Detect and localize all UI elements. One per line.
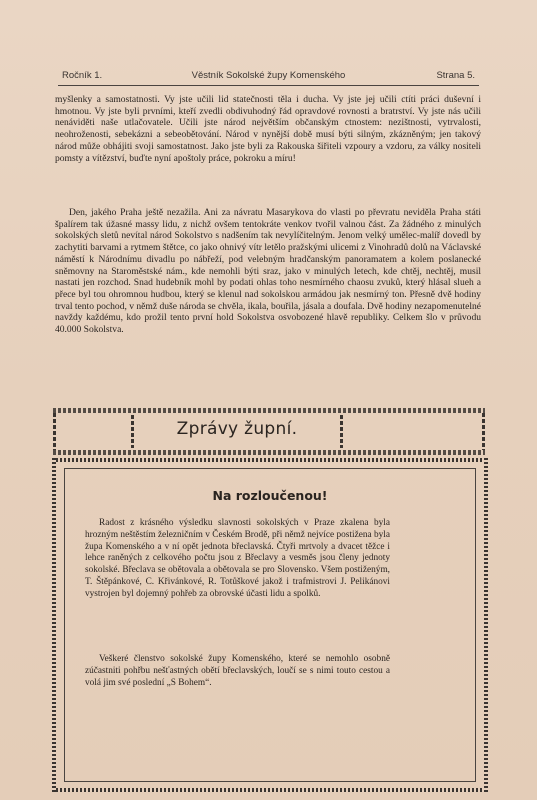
notice-frame-bottom	[52, 788, 488, 792]
banner-border-left	[53, 413, 56, 450]
notice-frame-left	[52, 458, 56, 792]
notice-paragraph-2-block	[85, 654, 390, 689]
section-title: Zprávy župní.	[176, 419, 298, 439]
page-number: Strana 5.	[436, 70, 475, 81]
farewell-notice	[52, 458, 488, 792]
article-paragraph-2: Den, jakého Praha ještě nezažila. Ani za návratu Masarykova do vlasti po převratu neviděla Praha státi špalírem tak úžasné massy lidu, z nichž ovšem tentokráte venkov tvořil valnou část. Za žádného z minulých sokolských sletů nevítal národ Sokolstvo s nadšením tak nevylíčitelným. Jenom velký umělec-malíř dovedl by zachytiti barvami a rytmem štětce, co jako ohnivý vítr letělo pražskými ulicemi z Vinohradů dolů na Václavské náměstí k Národnímu divadlu po nábřeží, pod velebným hradčanským panoramatem a kolem poslanecké sněmovny na Staroměstské nám., kde nemohli býti sraz, jako v minulých letech, kde chtěj, nechtěj, musil nastati jen rozchod. Snad hudebník mohl by podati ohlas toho nesmírného chaosu zvuků, který hlásal slueh a přece byl tou ohromnou hudbou, který se klenul nad sokolskou armádou jak nesmírný ton. Přesně dvě hodiny trval tento pochod, v němž duše národa se chvěla, ikala, bouřila, jásala a doufala. Dvě hodiny nezapomenutelné navždy každému, kdo prožil tento první hold Sokolstva osvobozené hlavě republiky. Celkem šlo v průvodu 40.000 Sokolstva.	[55, 207, 482, 336]
banner-border-right	[482, 413, 485, 450]
header-rule	[58, 85, 479, 86]
banner-title-box	[131, 413, 343, 450]
banner-border-bottom	[53, 450, 485, 455]
running-header	[62, 70, 475, 84]
article-block-1	[55, 94, 481, 164]
notice-frame-top	[52, 458, 488, 462]
article-paragraph-1: myšlenky a samostatnosti. Vy jste učili lid statečnosti těla i ducha. Vy jste jej učili ctíti práci duševní i hmotnou. Vy jste byli prvními, kteří zvedli obdivuhodný řád opravdové rovnosti a bratrství. Vy jste nás učili nenáviděti naše utlačovatele. Učili jste národ největším občanským ctnostem: nezištnosti, vytrvalosti, neohroženosti, sebekázni a sebeobětování. Národ v nynější době musí býti silným, zkázněným; jen takový národ může obhájiti svoji samostatnost. Jako jste byli za Rakouska šiřiteli vzpoury a vzdoru, za války nositeli pomsty a vítězství, buďte nyní apoštoly práce, pokroku a míru!	[55, 94, 481, 164]
volume-label: Ročník 1.	[62, 70, 103, 81]
notice-frame-right	[484, 458, 488, 792]
notice-title: Na rozloučenou!	[212, 488, 328, 503]
notice-paragraph-1: Radost z krásného výsledku slavnosti sokolských v Praze zkalena byla hrozným neštěstím železničním v Českém Brodě, při němž nejvíce postižena byla župa Komenského a v ní opět jednota břeclavská. Čtyři mrtvoly a dvacet těžce i lehce raněných z celkového počtu jsou z Břeclavy a vesměs jsou členy jednoty sokolské. Břeclava se obětovala a obětovala se pro Slovensko. Všem postiženým, T. Štěpánkové, C. Křivánkové, R. Totůškové jakož i trafmistrovi J. Pelikánovi vystrojen byl dojemný pohřeb za obrovské účasti lidu a spolků.	[85, 518, 390, 599]
periodical-title: Věstník Sokolské župy Komenského	[191, 70, 346, 81]
section-banner	[53, 408, 485, 460]
notice-paragraph-1-block	[85, 518, 390, 601]
notice-inner-border	[64, 468, 476, 782]
notice-paragraph-2: Veškeré členstvo sokolské župy Komenského, které se nemohlo osobně zúčastniti pohřbu nešťastných obětí břeclavských, loučí se s nimi touto cestou a volá jim své poslední „S Bohem“.	[85, 654, 390, 688]
article-block-2	[55, 207, 481, 336]
